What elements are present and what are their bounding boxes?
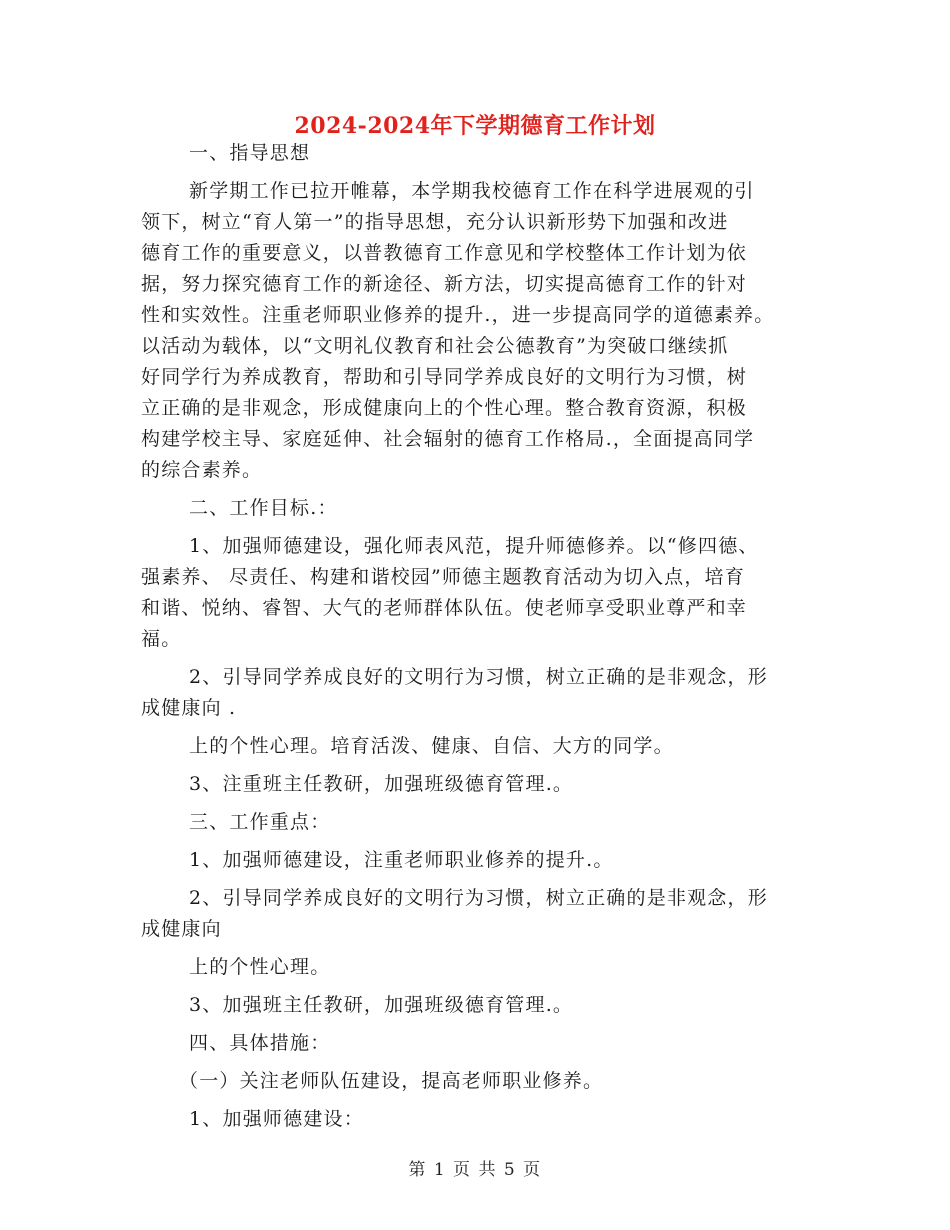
paragraph-line: 构建学校主导、家庭延伸、社会辐射的德育工作格局.，全面提高同学 (141, 428, 755, 450)
paragraph-line: 成健康向 . (141, 697, 237, 719)
paragraph-line: 福。 (141, 628, 182, 650)
paragraph-line: 性和实效性。注重老师职业修养的提升.，进一步提高同学的道德素养。 (141, 304, 775, 326)
paragraph-line: 据，努力探究德育工作的新途径、新方法，切实提高德育工作的针对 (141, 273, 748, 295)
paragraph-line: 立正确的是非观念，形成健康向上的个性心理。整合教育资源，积极 (141, 397, 748, 419)
paragraph-line: 2、引导同学养成良好的文明行为习惯，树立正确的是非观念，形 (189, 887, 768, 909)
paragraph-line: 2、引导同学养成良好的文明行为习惯，树立正确的是非观念，形 (189, 666, 768, 688)
section-heading-work-goals: 二、工作目标.： (189, 497, 338, 519)
paragraph-line: 1、加强师德建设： (189, 1108, 364, 1130)
paragraph-line: 成健康向 (141, 918, 222, 940)
page-footer: 第 1 页 共 5 页 (408, 1160, 542, 1180)
section-heading-work-focus: 三、工作重点： (189, 811, 331, 833)
subsection-heading: （一）关注老师队伍建设，提高老师职业修养。 (179, 1070, 604, 1092)
section-heading-measures: 四、具体措施： (189, 1032, 331, 1054)
paragraph-line: 德育工作的重要意义，以普教德育工作意见和学校整体工作计划为依 (141, 242, 748, 264)
paragraph-line: 和谐、悦纳、睿智、大气的老师群体队伍。使老师享受职业尊严和幸 (141, 597, 748, 619)
paragraph-line: 上的个性心理。培育活泼、健康、自信、大方的同学。 (189, 735, 674, 757)
paragraph-line: 3、加强班主任教研，加强班级德育管理.。 (189, 994, 574, 1016)
paragraph-line: 上的个性心理。 (189, 956, 331, 978)
paragraph-line: 新学期工作已拉开帷幕，本学期我校德育工作在科学进展观的引 (189, 180, 755, 202)
paragraph-line: 的综合素养。 (141, 459, 263, 481)
paragraph-line: 3、注重班主任教研，加强班级德育管理.。 (189, 773, 574, 795)
paragraph-line: 好同学行为养成教育，帮助和引导同学养成良好的文明行为习惯，树 (141, 366, 748, 388)
page-title: 2024-2024年下学期德育工作计划 (294, 113, 656, 139)
paragraph-line: 强素养、 尽责任、构建和谐校园”师德主题教育活动为切入点，培育 (141, 566, 745, 588)
paragraph-line: 以活动为载体，以“文明礼仪教育和社会公德教育”为突破口继续抓 (141, 335, 729, 357)
paragraph-line: 领下，树立“育人第一”的指导思想，充分认识新形势下加强和改进 (141, 211, 729, 233)
section-heading-guiding-thought: 一、指导思想 (189, 142, 311, 164)
document-body (141, 138, 821, 1135)
paragraph-line: 1、加强师德建设，注重老师职业修养的提升.。 (189, 849, 614, 871)
paragraph-line: 1、加强师德建设，强化师表风范，提升师德修养。以“修四德、 (189, 535, 759, 557)
